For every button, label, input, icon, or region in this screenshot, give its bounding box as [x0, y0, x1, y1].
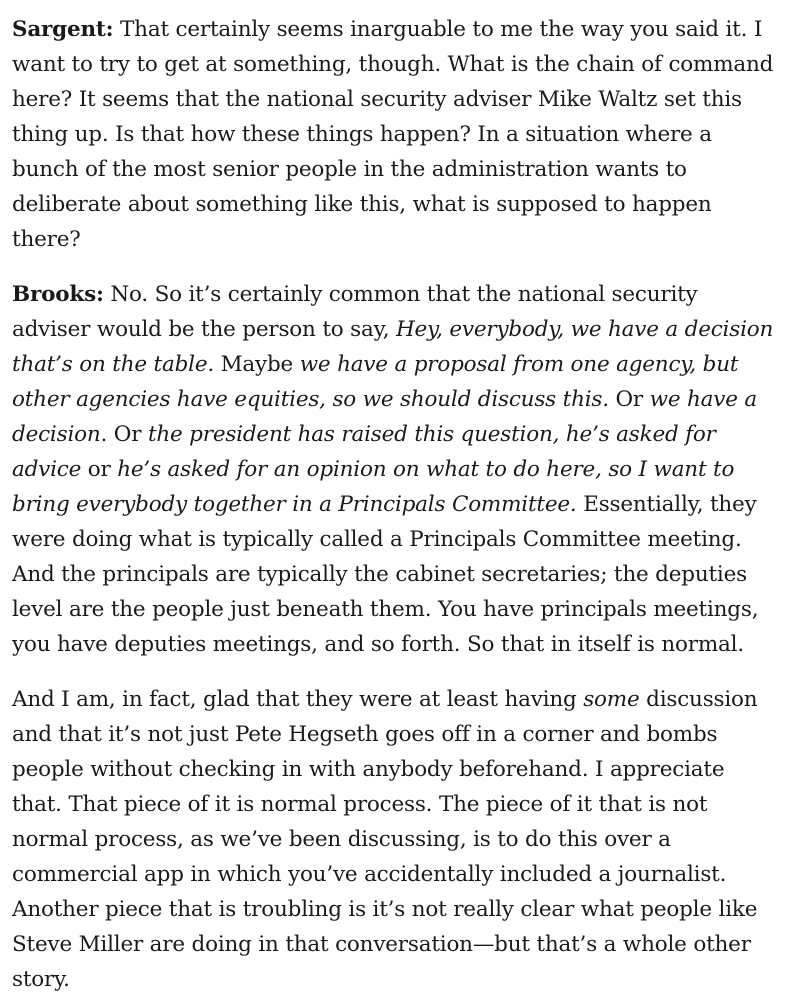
text-run: And I am, in fact, glad that they were at least having — [12, 687, 584, 712]
italic-run: we have a decision — [12, 387, 757, 447]
italic-run: the president has raised this question, he’s asked for advice — [12, 422, 716, 482]
paragraph-text: That certainly seems inarguable to me the way you said it. I want to try to get at something, though. What is the chain of command here? It seems that the national security adviser Mike Waltz set this thing up. Is that how these things happen? In a situation where a bunch of the most senior people in the administration wants to deliberate about something like this, what is supposed to happen there? — [12, 17, 774, 252]
text-run: discussion and that it’s not just Pete Hegseth goes off in a corner and bombs people without checking in with anybody beforehand. I appreciate that. That piece of it is normal process. The piece of it that is not normal process, as we’ve been discussing, is to do this over a commercial app in which you’ve accidentally included a journalist. Another piece that is troubling is it’s not really clear what people like Steve Miller are doing in that conversation—but that’s a whole other story. — [12, 687, 758, 992]
paragraph-sargent — [12, 12, 779, 257]
paragraph-brooks — [12, 277, 779, 662]
speaker-sargent: Sargent: — [12, 17, 114, 42]
text-run: Maybe — [213, 352, 300, 377]
italic-run: some — [583, 687, 640, 712]
italic-run: Hey, everybody, we have a decision that’s on the table. — [12, 317, 774, 377]
text-run: Essentially, they were doing what is typically called a Principals Committee meeting. And the principals are typically the cabinet secretaries; the deputies level are the people just beneath them. You have principals meetings, you have deputies meetings, and so forth. So that in itself is normal. — [12, 492, 759, 657]
text-run: . Or — [100, 422, 148, 447]
text-run: Or — [608, 387, 650, 412]
text-run: or — [81, 457, 118, 482]
text-run: No. So it’s certainly common that the national security adviser would be the person to say, — [12, 282, 698, 342]
speaker-brooks: Brooks: — [12, 282, 104, 307]
italic-run: he’s asked for an opinion on what to do here, so I want to bring everybody together in a Principals Committee. — [12, 457, 735, 517]
paragraph-brooks-continued — [12, 682, 779, 997]
italic-run: we have a proposal from one agency, but other agencies have equities, so we should discuss this. — [12, 352, 739, 412]
